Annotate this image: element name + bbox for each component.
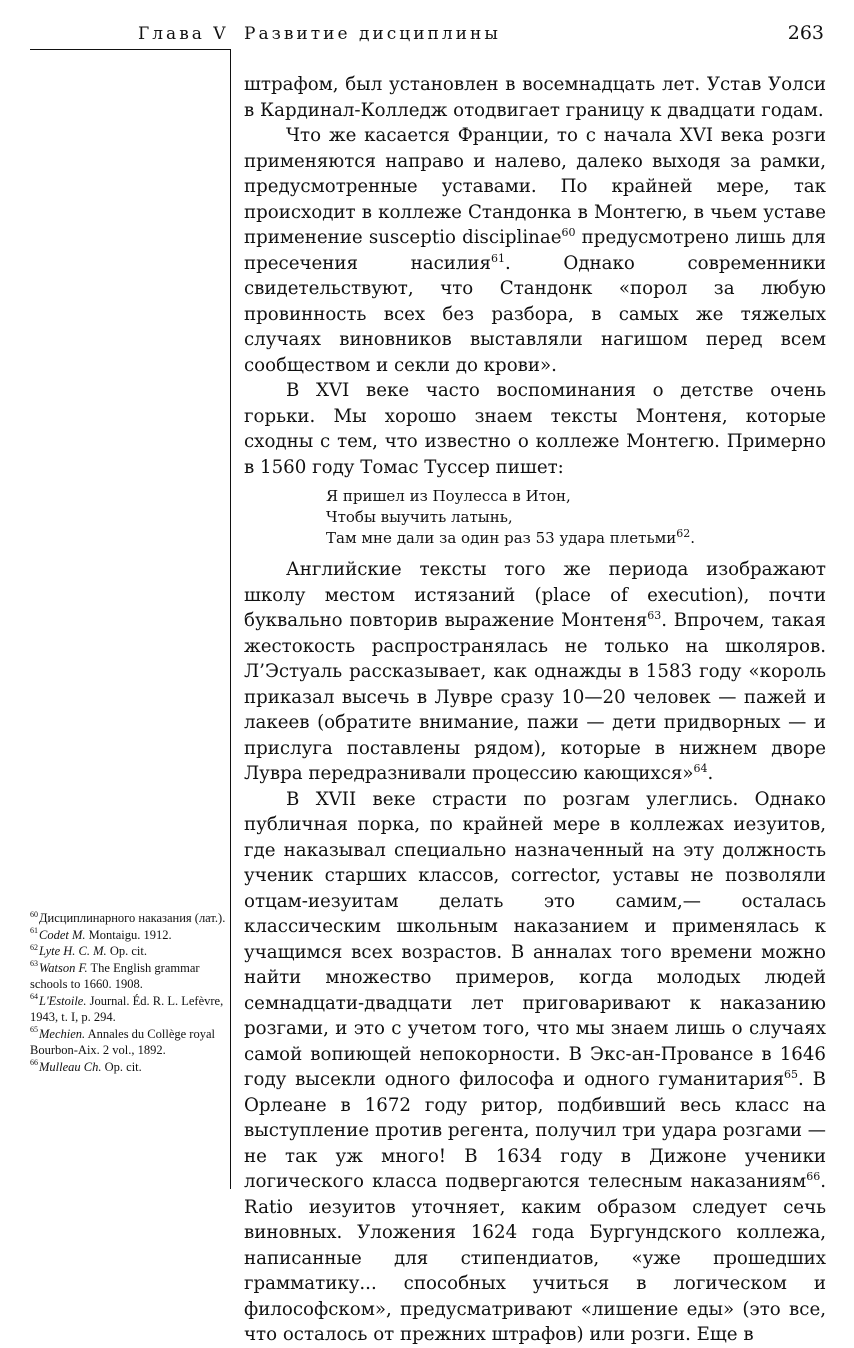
footnote-number: 63 <box>30 959 38 969</box>
footnote-ref[interactable]: 64 <box>693 761 708 775</box>
footnote-text: Annales du Collège royal Bourbon-Aix. 2 vol., 1892. <box>30 1026 215 1057</box>
paragraph-text: . Ratio иезуитов уточняет, каким образом следует сечь виновных. Уложения 1624 года Бургундского коллежа, написанные для стипендиатов, «уже прошедших грамматику... способных учиться в логическом и философском», предусматривают «лишение еды» (это все, что осталось от прежних штрафов) или розги. Еще в <box>244 1171 826 1345</box>
footnote-text: Op. cit. <box>101 1059 142 1074</box>
footnote-number: 64 <box>30 992 38 1002</box>
footnote-author: Mechien. <box>39 1026 86 1041</box>
footnote <box>30 960 226 993</box>
footnote <box>30 943 226 960</box>
footnote-text: Montaigu. 1912. <box>85 927 172 942</box>
footnote-ref[interactable]: 60 <box>561 225 576 239</box>
footnote-text: Дисциплинарного наказания (лат.). <box>39 911 226 925</box>
footnote <box>30 910 226 927</box>
footnote-text: The English grammar schools to 1660. 1908. <box>30 960 200 991</box>
verse-line: Чтобы выучить латынь, <box>326 508 513 526</box>
verse-line <box>326 528 826 549</box>
paragraph-text: В XVI веке часто воспоминания о детстве очень горьки. Мы хорошо знаем тексты Монтеня, которые сходны с тем, что известно о коллеже Монтегю. Примерно в 1560 году Томас Туссер пишет: <box>244 380 826 478</box>
footnote-author: L'Estoile. <box>39 993 87 1008</box>
column-divider <box>230 49 231 1189</box>
footnote-number: 62 <box>30 942 38 952</box>
page-number: 263 <box>787 22 824 44</box>
chapter-label: Глава V <box>138 24 229 44</box>
paragraph-text: предусмотрено лишь для пресечения насилия <box>244 227 826 274</box>
footnote-text: Journal. Éd. R. L. Lefèvre, 1943, t. I, p. 294. <box>30 993 224 1024</box>
verse-line: Я пришел из Поулесса в Итон, <box>326 487 571 505</box>
paragraph-text: штрафом, был установлен в восемнадцать лет. Устав Уолси в Кардинал-Колледж отодвигает границу к двадцати годам. <box>244 74 826 121</box>
verse-line-tail: . <box>690 529 696 547</box>
paragraph-text: . Однако современники свидетельствуют, что Стандонк «порол за любую провинность всех без разбора, в самых же тяжелых случаях виновников выставляли нагишом перед всем сообществом и секли до крови». <box>244 252 826 376</box>
paragraph-text: . Впрочем, такая жестокость распространялась не только на школяров. Л’Эстуаль рассказывает, как однажды в 1583 году «король приказал высечь в Лувре сразу 10—20 человек — пажей и лакеев (обратите внимание, пажи — дети придворных — и прислуга поставлены рядом), которые в нижнем дворе Лувра передразнивали процессию кающихся» <box>244 610 826 784</box>
footnote <box>30 1026 226 1059</box>
paragraph <box>244 787 826 1348</box>
running-title: Развитие дисциплины <box>244 24 501 44</box>
paragraph <box>244 123 826 378</box>
footnote <box>30 1059 226 1076</box>
paragraph <box>244 378 826 480</box>
footnote-ref[interactable]: 63 <box>647 608 662 622</box>
paragraph <box>244 557 826 787</box>
footnote-ref[interactable]: 61 <box>491 251 506 265</box>
footnote-number: 66 <box>30 1058 38 1068</box>
paragraph <box>244 72 826 123</box>
paragraph-text: Английские тексты того же периода изображают школу местом истязаний (place of execution), почти буквально повторив выражение Монтеня <box>244 559 826 631</box>
footnote-author: Mulleau Ch. <box>39 1059 102 1074</box>
footnote-author: Lyte H. C. M. <box>39 944 107 958</box>
running-header <box>0 14 854 54</box>
footnote-ref[interactable]: 62 <box>676 527 691 540</box>
footnote-ref[interactable]: 65 <box>784 1067 799 1081</box>
footnote-number: 61 <box>30 926 38 936</box>
footnote-number: 60 <box>30 909 38 919</box>
paragraph-text: . В Орлеане в 1672 году ритор, подбивший весь класс на выступление против регента, получил три удара розгами — не так уж много! В 1634 году в Дижоне ученики логического класса подвергаются телесным наказаниям <box>244 1069 826 1192</box>
footnote-number: 65 <box>30 1025 38 1035</box>
verse-quote <box>326 486 826 549</box>
footnote-author: Codet M. <box>39 927 86 942</box>
main-text-column <box>244 72 826 1348</box>
paragraph-text: Что же касается Франции, то с начала XVI века розги применяются направо и налево, далеко выходя за рамки, предусмотренные уставами. По крайней мере, так происходит в коллеже Стандонка в Монтегю, в чьем уставе применение susceptio disciplinae <box>244 125 826 248</box>
footnote <box>30 927 226 944</box>
footnote-text: Op. cit. <box>106 944 147 958</box>
paragraph-text: . <box>707 763 714 784</box>
footnote-author: Watson F. <box>39 960 88 975</box>
footnote <box>30 993 226 1026</box>
verse-line-text: Там мне дали за один раз 53 удара плетьми <box>326 529 677 547</box>
paragraph-text: В XVII веке страсти по розгам улеглись. Однако публичная порка, по крайней мере в коллежах иезуитов, где наказывал специально назначенный на эту должность ученик старших классов, corrector, уставы не позволяли отцам-иезуитам делать это самим,— осталась классическим школьным наказанием и применялась к учащимся всех возрастов. В анналах того времени можно найти множество примеров, когда молодых людей семнадцати-двадцати лет приговаривают к наказанию розгами, и это с учетом того, что мы знаем лишь о случаях самой вопиющей непокорности. В Экс-ан-Провансе в 1646 году высекли одного философа и одного гуманитария <box>244 788 826 1090</box>
footnote-ref[interactable]: 66 <box>806 1169 821 1183</box>
header-rule <box>30 49 230 50</box>
footnotes-sidebar <box>30 910 226 1075</box>
